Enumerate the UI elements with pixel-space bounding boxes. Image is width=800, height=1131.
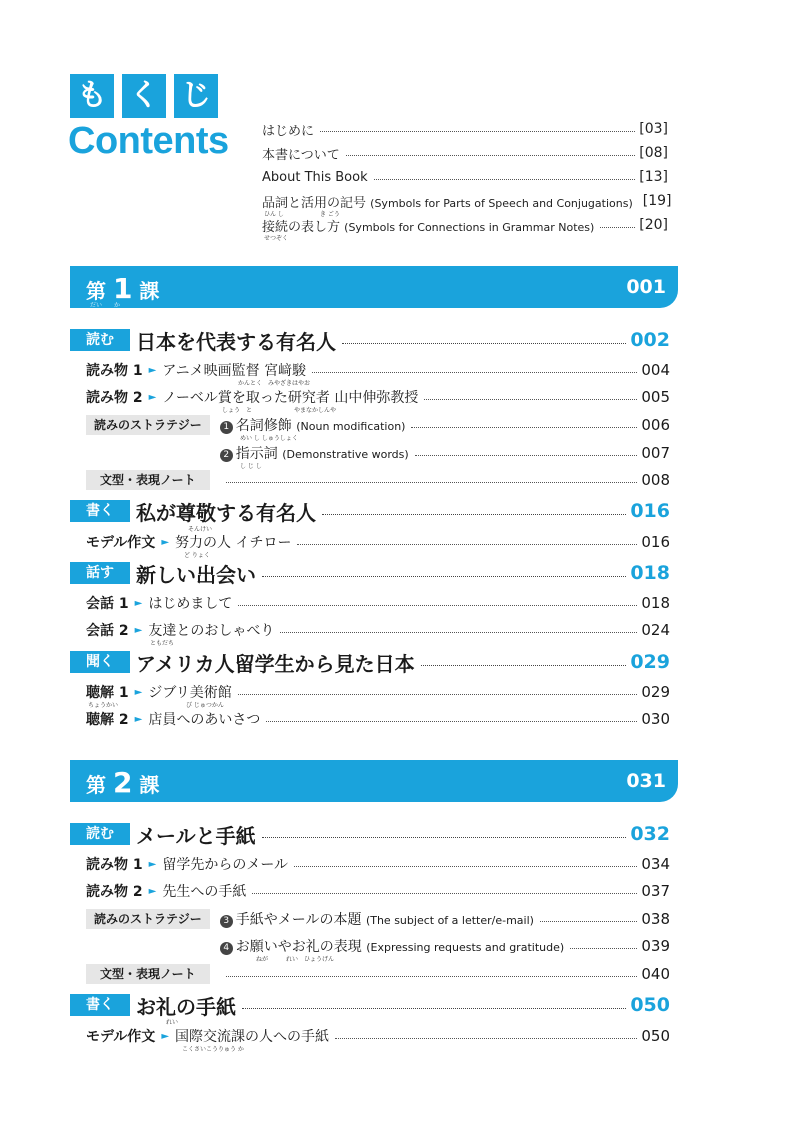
entry-label: 読み物 1 [86, 363, 143, 379]
section-write[interactable] [70, 991, 670, 1019]
entry-page: 040 [641, 965, 670, 983]
arrow-icon: ► [148, 364, 157, 376]
entry-page: 039 [641, 937, 670, 955]
entry-title: 努力の人 イチロー [175, 535, 292, 551]
section-title: お礼の手紙 [136, 994, 236, 1019]
leader-dots [280, 632, 637, 633]
toc-entry[interactable] [86, 1025, 670, 1047]
entry-page: 024 [641, 621, 670, 639]
entry-title: アニメ映画監督 宮﨑駿 [162, 363, 307, 379]
leader-dots [226, 976, 638, 977]
front-matter-page: [03] [639, 121, 668, 137]
ruby-reading: かんとく みやざきはやお [238, 380, 311, 387]
leader-dots [540, 921, 637, 922]
section-page: 016 [630, 500, 670, 522]
ruby-reading: ともだち [150, 640, 175, 647]
strategy-label: 読みのストラテジー [86, 415, 210, 435]
toc-entry[interactable] [86, 963, 670, 985]
toc-entry[interactable] [86, 531, 670, 553]
leader-dots [238, 694, 638, 695]
front-matter-title: About This Book [262, 169, 368, 185]
toc-entry[interactable] [86, 908, 670, 930]
section-title: アメリカ人留学生から見た日本 [136, 651, 415, 676]
front-matter-title: 品詞と活用の記号 (Symbols for Parts of Speech and Conjugations) [262, 195, 633, 211]
entry-label: 読み物 2 [86, 390, 143, 406]
lesson-1-header[interactable] [70, 266, 678, 308]
lesson-title: 第 1 課 [86, 272, 160, 305]
leader-dots [238, 605, 637, 606]
lesson-page: 031 [626, 770, 666, 792]
leader-dots [415, 455, 638, 456]
entry-title: 国際交流課の人への手紙 [175, 1029, 330, 1045]
entry-page: 029 [641, 683, 670, 701]
arrow-icon: ► [161, 1030, 170, 1042]
front-matter-item[interactable] [262, 214, 668, 236]
strategy-label: 読みのストラテジー [86, 909, 210, 929]
front-matter-page: [19] [642, 193, 672, 209]
leader-dots [335, 1038, 637, 1039]
entry-label: 会話 2 [86, 623, 129, 639]
entry-title: はじめまして [148, 596, 233, 612]
toc-entry[interactable] [86, 414, 670, 436]
leader-dots [262, 576, 626, 577]
ruby-reading: ど りょく [184, 552, 210, 559]
leader-dots [226, 482, 638, 483]
leader-dots [424, 399, 637, 400]
toc-entry[interactable] [86, 442, 670, 464]
leader-dots [342, 343, 626, 344]
front-matter-page: [20] [639, 217, 668, 233]
lesson-page: 001 [626, 276, 666, 298]
entry-page: 005 [641, 388, 670, 406]
section-write[interactable] [70, 497, 670, 525]
number-1-icon: 1 [220, 421, 233, 434]
arrow-icon: ► [148, 858, 157, 870]
entry-page: 037 [641, 882, 670, 900]
number-3-icon: 3 [220, 915, 233, 928]
section-badge: 読む [70, 329, 130, 351]
section-page: 050 [630, 994, 670, 1016]
entry-title: 4 お願いやお礼の表現 (Expressing requests and gratitude) [220, 936, 564, 956]
ruby-reading: そんけい [188, 526, 213, 533]
leader-dots [294, 866, 637, 867]
entry-page: 006 [641, 416, 670, 434]
entry-label: 読み物 2 [86, 884, 143, 900]
grammar-label: 文型・表現ノート [86, 470, 210, 490]
entry-label: モデル作文 [86, 1029, 156, 1045]
ruby-reading: ひん し き ごう [264, 211, 340, 218]
leader-dots [322, 514, 626, 515]
section-read[interactable] [70, 326, 670, 354]
ruby-reading: だい か [90, 302, 121, 309]
lesson-title: 第 2 課 [86, 766, 160, 799]
number-2-icon: 2 [220, 449, 233, 462]
entry-label: 聴解 2 [86, 712, 129, 728]
entry-page: 008 [641, 471, 670, 489]
entry-title: 2 指示詞 (Demonstrative words) [220, 443, 409, 463]
number-4-icon: 4 [220, 942, 233, 955]
leader-dots [346, 155, 636, 156]
section-badge: 話す [70, 562, 130, 584]
leader-dots [320, 131, 635, 132]
entry-title: ノーベル賞を取った研究者 山中伸弥教授 [162, 390, 419, 406]
front-matter-item[interactable] [262, 142, 668, 164]
arrow-icon: ► [134, 624, 143, 636]
section-page: 018 [630, 562, 670, 584]
section-badge: 読む [70, 823, 130, 845]
ruby-reading: こくさいこうりゅう か [182, 1046, 244, 1053]
contents-heading: Contents [68, 120, 229, 162]
leader-dots [312, 372, 637, 373]
toc-entry[interactable] [86, 359, 670, 381]
ruby-reading: び じゅつかん [186, 702, 224, 709]
toc-entry[interactable] [86, 469, 670, 491]
leader-dots [411, 427, 637, 428]
ruby-reading: ちょうかい [88, 702, 119, 709]
leader-dots [266, 721, 637, 722]
leader-dots [242, 1008, 626, 1009]
arrow-icon: ► [148, 391, 157, 403]
entry-title: 店員へのあいさつ [148, 712, 261, 728]
section-page: 029 [630, 651, 670, 673]
ruby-reading: せつぞく [264, 235, 289, 242]
entry-title: 3 手紙やメールの本題 (The subject of a letter/e-mail) [220, 909, 534, 929]
leader-dots [421, 665, 627, 666]
toc-entry[interactable] [86, 853, 670, 875]
arrow-icon: ► [134, 686, 143, 698]
entry-title: 友達とのおしゃべり [148, 623, 275, 639]
entry-page: 038 [641, 910, 670, 928]
front-matter-item[interactable] [262, 166, 668, 188]
toc-entry[interactable] [86, 708, 670, 730]
front-matter-page: [13] [639, 169, 668, 185]
leader-dots [600, 227, 635, 228]
entry-page: 007 [641, 444, 670, 462]
section-page: 032 [630, 823, 670, 845]
ruby-reading: し じ し [240, 463, 262, 470]
ruby-reading: しょう と やまなかしんや [222, 407, 337, 414]
entry-page: 050 [641, 1027, 670, 1045]
section-badge: 聞く [70, 651, 130, 673]
grammar-label: 文型・表現ノート [86, 964, 210, 984]
leader-dots [570, 948, 637, 949]
arrow-icon: ► [134, 713, 143, 725]
front-matter-item[interactable] [262, 118, 668, 140]
section-speak[interactable] [70, 559, 670, 587]
arrow-icon: ► [134, 597, 143, 609]
ruby-reading: めい し しゅうしょく [240, 435, 298, 442]
section-listen[interactable] [70, 648, 670, 676]
ruby-reading: れい [166, 1019, 179, 1026]
toc-entry[interactable] [86, 935, 670, 957]
section-title: 私が尊敬する有名人 [136, 500, 316, 525]
section-title: 日本を代表する有名人 [136, 329, 336, 354]
entry-title: ジブリ美術館 [148, 685, 232, 701]
entry-page: 004 [641, 361, 670, 379]
front-matter-title: 本書について [262, 147, 340, 163]
lesson-2-header[interactable] [70, 760, 678, 802]
entry-page: 030 [641, 710, 670, 728]
entry-label: モデル作文 [86, 535, 156, 551]
entry-label: 読み物 1 [86, 857, 143, 873]
title-tile-ji: じ [174, 74, 218, 118]
section-badge: 書く [70, 994, 130, 1016]
front-matter-title: はじめに [262, 123, 315, 139]
section-badge: 書く [70, 500, 130, 522]
ruby-reading: ねが れい ひょうげん [256, 956, 335, 963]
toc-entry[interactable] [86, 681, 670, 703]
leader-dots [374, 179, 636, 180]
leader-dots [297, 544, 637, 545]
toc-entry[interactable] [86, 592, 670, 614]
front-matter-page: [08] [639, 145, 668, 161]
toc-entry[interactable] [86, 386, 670, 408]
title-tile-mo: も [70, 74, 114, 118]
section-read[interactable] [70, 820, 670, 848]
arrow-icon: ► [148, 885, 157, 897]
section-page: 002 [630, 329, 670, 351]
entry-title: 1 名詞修飾 (Noun modification) [220, 415, 406, 435]
section-title: 新しい出会い [136, 562, 256, 587]
arrow-icon: ► [161, 536, 170, 548]
entry-title: 先生への手紙 [162, 884, 247, 900]
leader-dots [262, 837, 627, 838]
leader-dots [252, 893, 637, 894]
entry-page: 034 [641, 855, 670, 873]
toc-entry[interactable] [86, 880, 670, 902]
entry-label: 聴解 1 [86, 685, 129, 701]
entry-title: 留学先からのメール [162, 857, 289, 873]
title-tile-ku: く [122, 74, 166, 118]
entry-page: 016 [641, 533, 670, 551]
front-matter-title: 接続の表し方 (Symbols for Connections in Grammar Notes) [262, 219, 595, 235]
section-title: メールと手紙 [136, 823, 256, 848]
entry-label: 会話 1 [86, 596, 129, 612]
entry-page: 018 [641, 594, 670, 612]
